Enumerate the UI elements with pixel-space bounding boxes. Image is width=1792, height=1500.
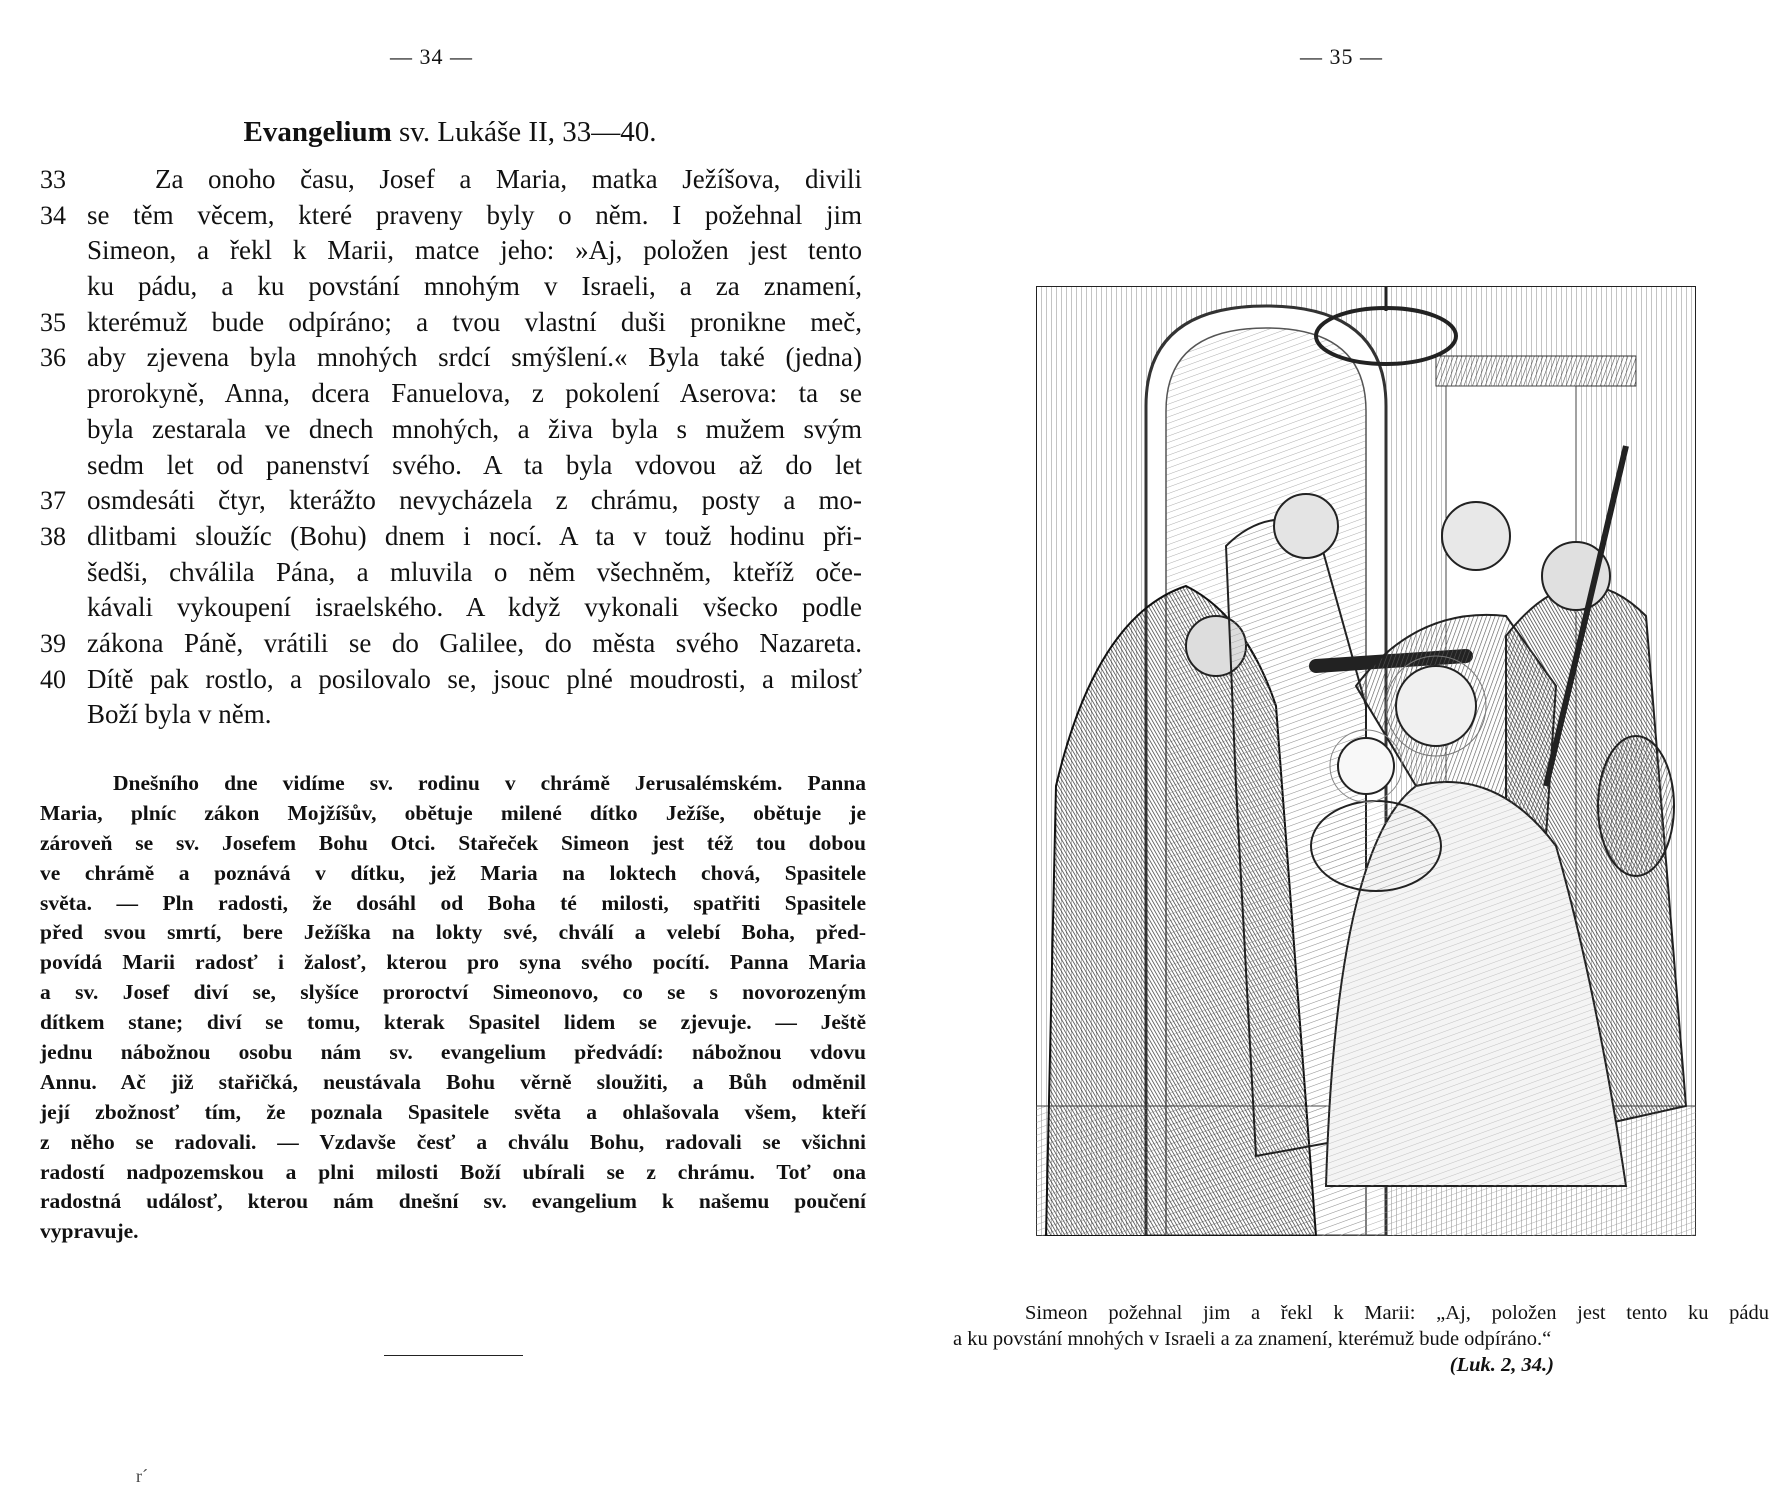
commentary-line: jednu nábožnou osobu nám sv. evangelium předvádí: nábožnou vdovu: [40, 1040, 866, 1065]
stray-mark: r´: [136, 1466, 148, 1486]
verse-number: 39: [40, 628, 66, 658]
verse-line: [40, 697, 862, 733]
verse-text: dlitbami sloužíc (Bohu) dnem i nocí. A ta v touž hodinu při-: [87, 520, 862, 551]
presentation-in-temple-engraving: [1036, 286, 1696, 1236]
verse-text: prorokyně, Anna, dcera Fanuelova, z pokolení Aserova: ta se: [87, 378, 862, 409]
verse-text: Dítě pak rostlo, a posilovalo se, jsouc plné moudrosti, a milosť: [87, 663, 862, 694]
gospel-title-bold: Evangelium: [243, 116, 392, 148]
gospel-verses: [40, 162, 862, 733]
verse-text: šedši, chválila Pána, a mluvila o něm všechněm, kteříž oče-: [87, 556, 862, 587]
caption-reference: (Luk. 2, 34.): [1449, 1354, 1554, 1376]
verse-line: [40, 555, 862, 591]
verse-text: se těm věcem, které praveny byly o něm. I požehnal jim: [87, 199, 862, 230]
verse-line: [40, 376, 862, 412]
verse-line: [40, 162, 862, 198]
commentary-line: ve chrámě a poznává v dítku, jež Maria na loktech chová, Spasitele: [40, 860, 866, 885]
verse-line: [40, 412, 862, 448]
verse-text: Za onoho času, Josef a Maria, matka Ježíšova, divili: [155, 164, 862, 194]
commentary-line: povídá Marii radosť i žalosť, kterou pro syna svého pocítí. Panna Maria: [40, 950, 866, 975]
commentary-line: zároveň se sv. Josefem Bohu Otci. Stařeček Simeon jest též tou dobou: [40, 830, 866, 855]
verse-line: [40, 269, 862, 305]
verse-text: kávali vykoupení israelského. A když vykonali všecko podle: [87, 592, 862, 623]
verse-line: [40, 233, 862, 269]
verse-line: [40, 198, 862, 234]
commentary-line: Dnešního dne vidíme sv. rodinu v chrámě Jerusalémském. Panna: [113, 771, 866, 795]
commentary-line: z něho se radovali. — Vzdavše česť a chválu Bohu, radovali se všichni: [40, 1129, 866, 1154]
verse-text: Simeon, a řekl k Marii, matce jeho: »Aj, položen jest tento: [87, 235, 862, 266]
commentary-line: dítkem stane; diví se tomu, kterak Spasitel lidem se zjevuje. — Ještě: [40, 1010, 866, 1035]
verse-line: [40, 340, 862, 376]
verse-number: 34: [40, 200, 66, 230]
commentary-line: její zbožnosť tím, že poznala Spasitele světa a ohlašovala všem, kteří: [40, 1099, 866, 1124]
section-divider: [384, 1355, 523, 1356]
verse-line: [40, 483, 862, 519]
verse-text: aby zjevena byla mnohých srdcí smýšlení.« Byla také (jedna): [87, 342, 862, 373]
verse-number: 38: [40, 521, 66, 551]
verse-text: osmdesáti čtyr, kterážto nevycházela z chrámu, posty a mo-: [87, 485, 862, 516]
hat: [1598, 736, 1674, 876]
verse-text: byla zestarala ve dnech mnohých, a živa byla s mužem svým: [87, 413, 862, 444]
verse-number: 33: [40, 165, 66, 194]
verse-line: [40, 305, 862, 341]
gospel-title-rest: sv. Lukáše II, 33—40.: [391, 116, 657, 148]
commentary-paragraph: [40, 769, 866, 1247]
caption-line-2: a ku povstání mnohých v Israeli a za znamení, kterémuž bude odpíráno.“: [953, 1328, 1552, 1350]
verse-text: sedm let od panenství svého. A ta byla vdovou až do let: [87, 449, 862, 480]
verse-line: [40, 519, 862, 555]
commentary-line: před svou smrtí, bere Ježíška na lokty své, chválí a velebí Boha, před-: [40, 920, 866, 945]
gospel-title: [40, 116, 860, 149]
cornice: [1436, 356, 1636, 386]
commentary-line: vypravuje.: [40, 1219, 139, 1244]
verse-text: ku pádu, a ku povstání mnohým v Israeli, a za znamení,: [87, 271, 862, 302]
verse-line: [40, 626, 862, 662]
verse-number: 36: [40, 343, 66, 373]
verse-line: [40, 662, 862, 698]
figure-child: [1311, 801, 1441, 891]
commentary-line: Maria, plníc zákon Mojžíšův, obětuje milené dítko Ježíše, obětuje je: [40, 800, 866, 825]
verse-line: [40, 590, 862, 626]
page-number-left: — 34 —: [390, 44, 473, 69]
caption-line-1: Simeon požehnal jim a řekl k Marii: „Aj, položen jest tento ku pádu: [1025, 1302, 1769, 1324]
commentary-line: Annu. Ač již stařičká, neustávala Bohu věrně sloužiti, a Bůh odměnil: [40, 1069, 866, 1094]
illustration-caption: [947, 1300, 1769, 1378]
page-number-right: — 35 —: [1300, 44, 1383, 69]
verse-number: 35: [40, 307, 66, 337]
commentary-line: a sv. Josef diví se, slyšíce proroctví Simeonovo, co se s novorozeným: [40, 980, 866, 1005]
verse-number: 40: [40, 664, 66, 694]
verse-text: zákona Páně, vrátili se do Galilee, do města svého Nazareta.: [87, 627, 862, 658]
commentary-line: radostná událosť, kterou nám dnešní sv. evangelium k našemu poučení: [40, 1189, 866, 1214]
verse-number: 37: [40, 486, 66, 516]
verse-text: kterémuž bude odpíráno; a tvou vlastní duši pronikne meč,: [87, 306, 862, 337]
commentary-line: radostí nadpozemskou a plni milosti Boží ubírali se z chrámu. Toť ona: [40, 1159, 866, 1184]
commentary-line: světa. — Pln radosti, že dosáhl od Boha té milosti, spatřiti Spasitele: [40, 890, 866, 915]
verse-line: [40, 448, 862, 484]
verse-text: Boží byla v něm.: [87, 699, 272, 730]
